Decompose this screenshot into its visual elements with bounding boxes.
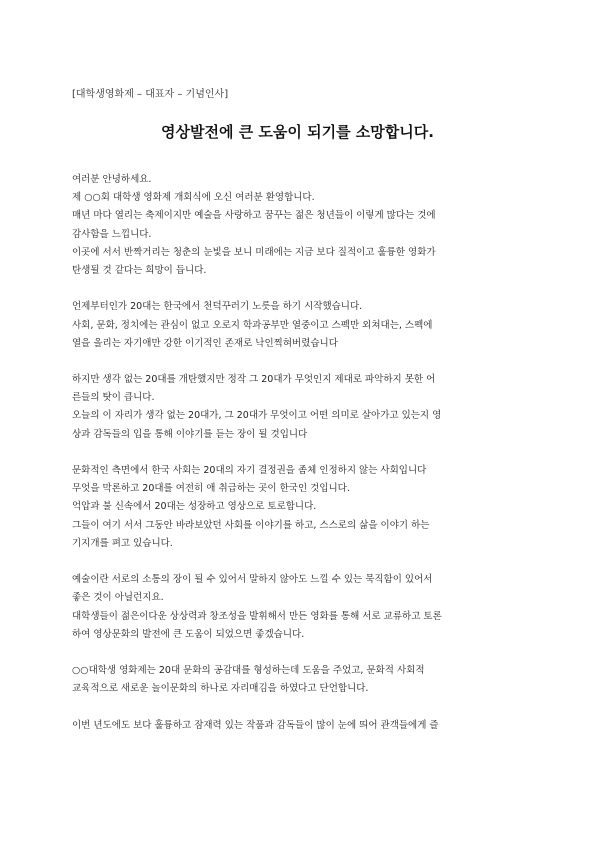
body-line: 여러분 안녕하세요. xyxy=(72,174,152,185)
body-line: 예술이란 서로의 소통의 장이 될 수 있어서 말하지 않아도 느낄 수 있는 묵직함이 있어서 xyxy=(72,574,433,586)
body-line: 언제부터인가 20대는 한국에서 천덕꾸러기 노릇을 하기 시작했습니다. xyxy=(72,301,363,313)
body-line: 른들의 탓이 큽니다. xyxy=(72,392,155,404)
body-line: 제 ○○회 대학생 영화제 개회식에 오신 여러분 환영합니다. xyxy=(72,192,315,204)
paragraph-gap xyxy=(72,698,532,716)
paragraph-gap xyxy=(72,280,532,298)
body-line: 열을 올리는 자기애만 강한 이기적인 존재로 낙인찍혀버렸습니다 xyxy=(72,337,338,349)
body-line: 억압과 불 신속에서 20대는 성장하고 영상으로 토로합니다. xyxy=(72,501,317,513)
body-line: 좋은 것이 아닐런지요. xyxy=(72,592,164,604)
body-line: 탄생될 것 같다는 희망이 듭니다. xyxy=(72,264,207,276)
document-title: 영상발전에 큰 도움이 되기를 소망합니다. xyxy=(161,123,434,141)
body-line: 교육적으로 새로운 놀이문화의 하나로 자리매김을 하였다고 단언합니다. xyxy=(72,683,369,695)
body-line: 대학생들이 젊은이다운 상상력과 창조성을 발휘해서 만든 영화를 통해 서로 교류하고 토론 xyxy=(72,610,442,622)
body-line: 그들이 여기 서서 그동안 바라보았던 사회를 이야기를 하고, 스스로의 삶을 이야기 하는 xyxy=(72,519,430,531)
paragraph-gap xyxy=(72,444,532,462)
document-tag: [대학생영화제 – 대표자 – 기념인사] xyxy=(72,89,229,100)
body-line: 하여 영상문화의 발전에 큰 도움이 되었으면 좋겠습니다. xyxy=(72,628,305,640)
body-line: 이번 년도에도 보다 훌륭하고 잠재력 있는 작품과 감독들이 많이 눈에 띄어 관객들에게 즐 xyxy=(72,719,439,731)
body-line: 사회, 문화, 정치에는 관심이 없고 오로지 학과공부만 열중이고 스펙만 외쳐대는, 스펙에 xyxy=(72,319,433,331)
body-line: 감사함을 느낍니다. xyxy=(72,228,152,240)
paragraph-gap xyxy=(72,353,532,371)
body-line: 문화적인 측면에서 한국 사회는 20대의 자기 결정권을 좀체 인정하지 않는 사회입니다 xyxy=(72,465,427,476)
body-line: ○○대학생 영화제는 20대 문화의 공감대를 형성하는데 도움을 주었고, 문화적 사회적 xyxy=(72,665,425,677)
body-line: 상과 감독들의 입을 통해 이야기를 듣는 장이 될 것입니다 xyxy=(72,428,308,440)
body-line: 오늘의 이 자리가 생각 없는 20대가, 그 20대가 무엇이고 어떤 의미로 살아가고 있는지 영 xyxy=(72,410,442,422)
document-body xyxy=(72,171,532,735)
body-line: 매년 마다 열리는 축제이지만 예술을 사랑하고 꿈꾸는 젊은 청년들이 이렇게 많다는 것에 xyxy=(72,210,436,222)
body-line: 기지개를 펴고 있습니다. xyxy=(72,537,173,549)
body-line: 무엇을 막론하고 20대를 여전히 애 취급하는 곳이 한국인 것입니다. xyxy=(72,483,350,495)
body-line: 이곳에 서서 반짝거리는 청춘의 눈빛을 보니 미래에는 지금 보다 질적이고 훌륭한 영화가 xyxy=(72,246,436,258)
paragraph-gap xyxy=(72,553,532,571)
paragraph-gap xyxy=(72,644,532,662)
body-line: 하지만 생각 없는 20대를 개탄했지만 정작 그 20대가 무엇인지 제대로 파악하지 못한 어 xyxy=(72,374,436,386)
